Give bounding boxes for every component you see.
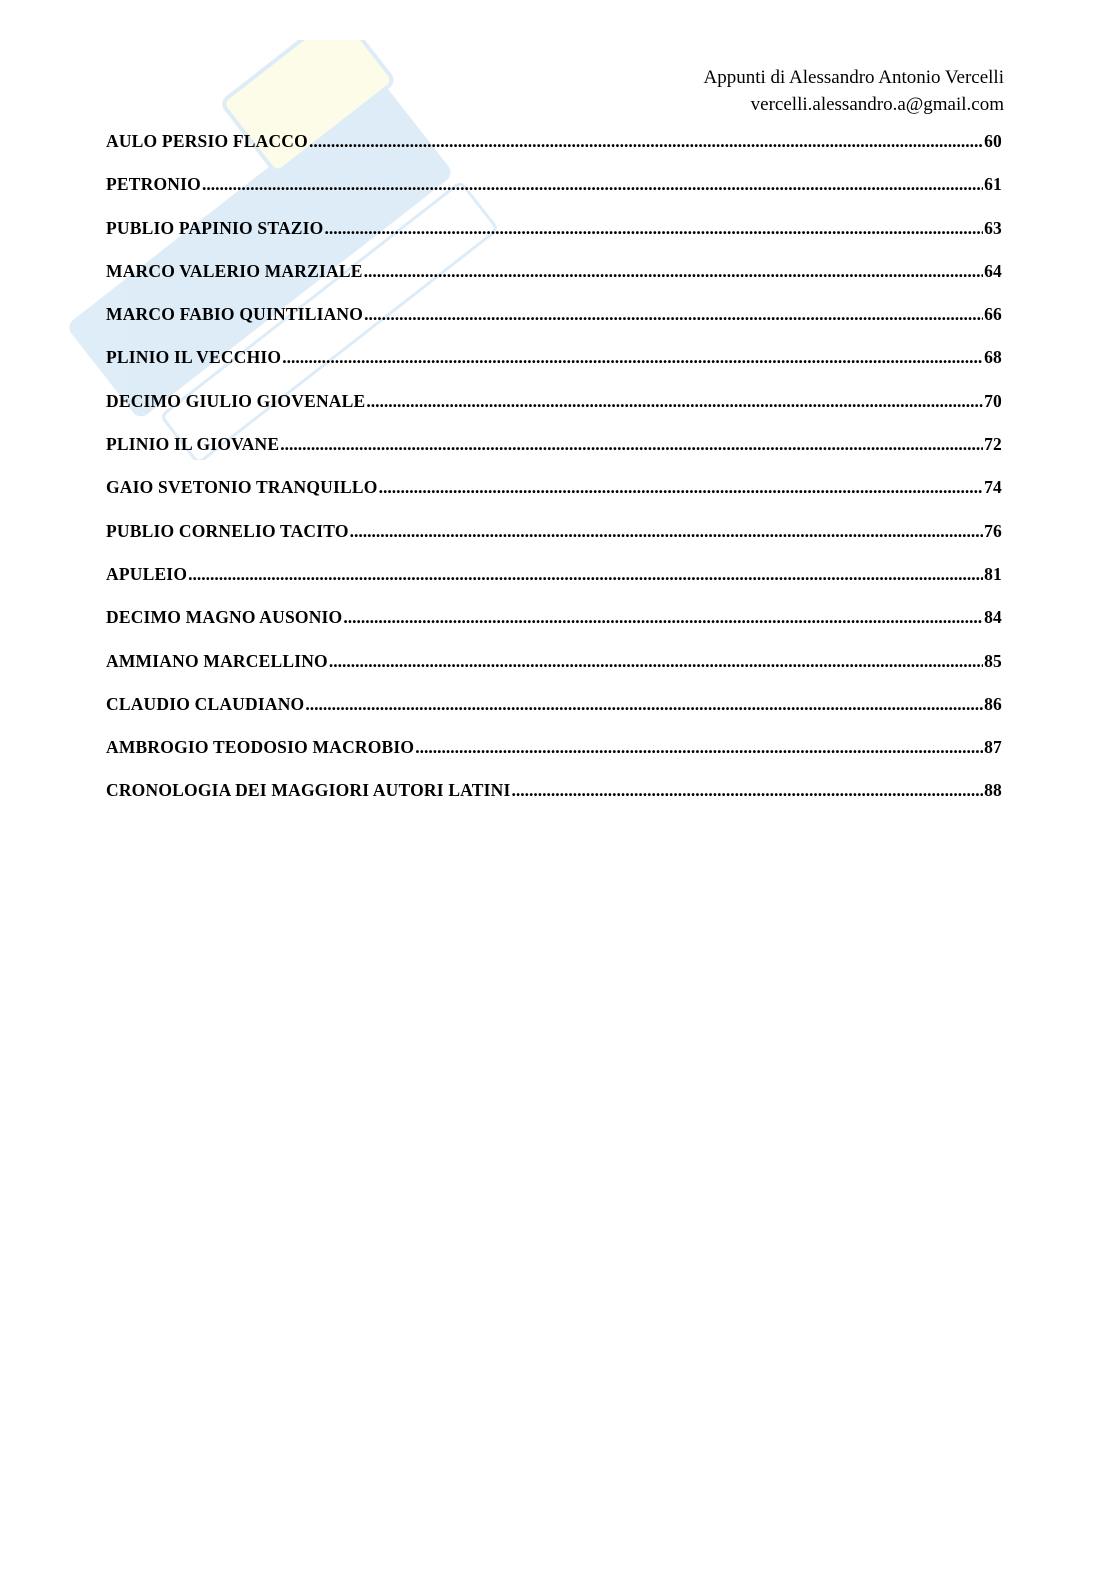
toc-dot-leader: [202, 174, 983, 195]
toc-entry-page: 76: [984, 520, 1002, 541]
table-of-contents: [106, 131, 1002, 824]
toc-entry-page: 64: [984, 260, 1002, 281]
toc-entry-page: 81: [984, 563, 1002, 584]
toc-entry-title: GAIO SVETONIO TRANQUILLO: [106, 477, 378, 498]
toc-entry-title: CLAUDIO CLAUDIANO: [106, 693, 305, 714]
toc-entry-title: CRONOLOGIA DEI MAGGIORI AUTORI LATINI: [106, 780, 511, 801]
toc-dot-leader: [379, 477, 984, 498]
toc-entry-page: 70: [984, 390, 1002, 411]
toc-entry[interactable]: [106, 391, 1002, 434]
toc-entry[interactable]: [106, 564, 1002, 607]
toc-entry-title: PLINIO IL GIOVANE: [106, 434, 280, 455]
toc-entry-title: PLINIO IL VECCHIO: [106, 347, 282, 368]
header-email[interactable]: vercelli.alessandro.a@gmail.com: [750, 94, 1004, 115]
toc-entry-title: MARCO VALERIO MARZIALE: [106, 260, 363, 281]
toc-dot-leader: [324, 218, 983, 239]
toc-entry-title: PUBLIO CORNELIO TACITO: [106, 520, 349, 541]
toc-dot-leader: [364, 304, 983, 325]
toc-dot-leader: [188, 564, 983, 585]
toc-entry-page: 63: [984, 217, 1002, 238]
toc-entry-page: 72: [984, 434, 1002, 455]
toc-entry-title: PETRONIO: [106, 174, 201, 195]
toc-entry-title: AMBROGIO TEODOSIO MACROBIO: [106, 737, 415, 758]
toc-entry-title: DECIMO MAGNO AUSONIO: [106, 607, 343, 628]
toc-entry-page: 85: [984, 650, 1002, 671]
toc-entry-page: 86: [984, 693, 1002, 714]
header-author: Appunti di Alessandro Antonio Vercelli: [703, 67, 1004, 88]
toc-entry[interactable]: [106, 694, 1002, 737]
toc-entry[interactable]: [106, 780, 1002, 823]
toc-dot-leader: [511, 780, 983, 801]
toc-dot-leader: [350, 521, 983, 542]
toc-dot-leader: [343, 607, 983, 628]
toc-entry-page: 66: [984, 304, 1002, 325]
toc-entry[interactable]: [106, 737, 1002, 780]
toc-entry-title: APULEIO: [106, 563, 188, 584]
toc-entry[interactable]: [106, 261, 1002, 304]
toc-entry-page: 74: [984, 477, 1002, 498]
toc-dot-leader: [280, 434, 983, 455]
toc-dot-leader: [282, 347, 983, 368]
toc-dot-leader: [305, 694, 983, 715]
toc-dot-leader: [364, 261, 984, 282]
toc-entry[interactable]: [106, 607, 1002, 650]
toc-entry[interactable]: [106, 174, 1002, 217]
toc-entry-page: 84: [984, 607, 1002, 628]
toc-entry-page: 60: [984, 131, 1002, 151]
toc-entry[interactable]: [106, 304, 1002, 347]
toc-entry-page: 88: [984, 780, 1002, 801]
toc-entry-title: AMMIANO MARCELLINO: [106, 650, 328, 671]
toc-entry-title: AULO PERSIO FLACCO: [106, 131, 308, 151]
toc-entry-page: 68: [984, 347, 1002, 368]
toc-entry[interactable]: [106, 434, 1002, 477]
toc-entry-title: DECIMO GIULIO GIOVENALE: [106, 390, 366, 411]
toc-dot-leader: [415, 737, 983, 758]
toc-entry[interactable]: [106, 521, 1002, 564]
page-header: [704, 64, 1004, 118]
toc-entry[interactable]: [106, 218, 1002, 261]
toc-entry[interactable]: [106, 131, 1002, 174]
toc-entry[interactable]: [106, 651, 1002, 694]
toc-entry-page: 61: [984, 174, 1002, 195]
toc-entry-page: 87: [984, 737, 1002, 758]
toc-entry[interactable]: [106, 477, 1002, 520]
toc-dot-leader: [366, 391, 983, 412]
toc-entry-title: PUBLIO PAPINIO STAZIO: [106, 217, 324, 238]
toc-dot-leader: [329, 651, 983, 672]
toc-entry-title: MARCO FABIO QUINTILIANO: [106, 304, 364, 325]
toc-entry[interactable]: [106, 347, 1002, 390]
toc-dot-leader: [309, 131, 983, 152]
